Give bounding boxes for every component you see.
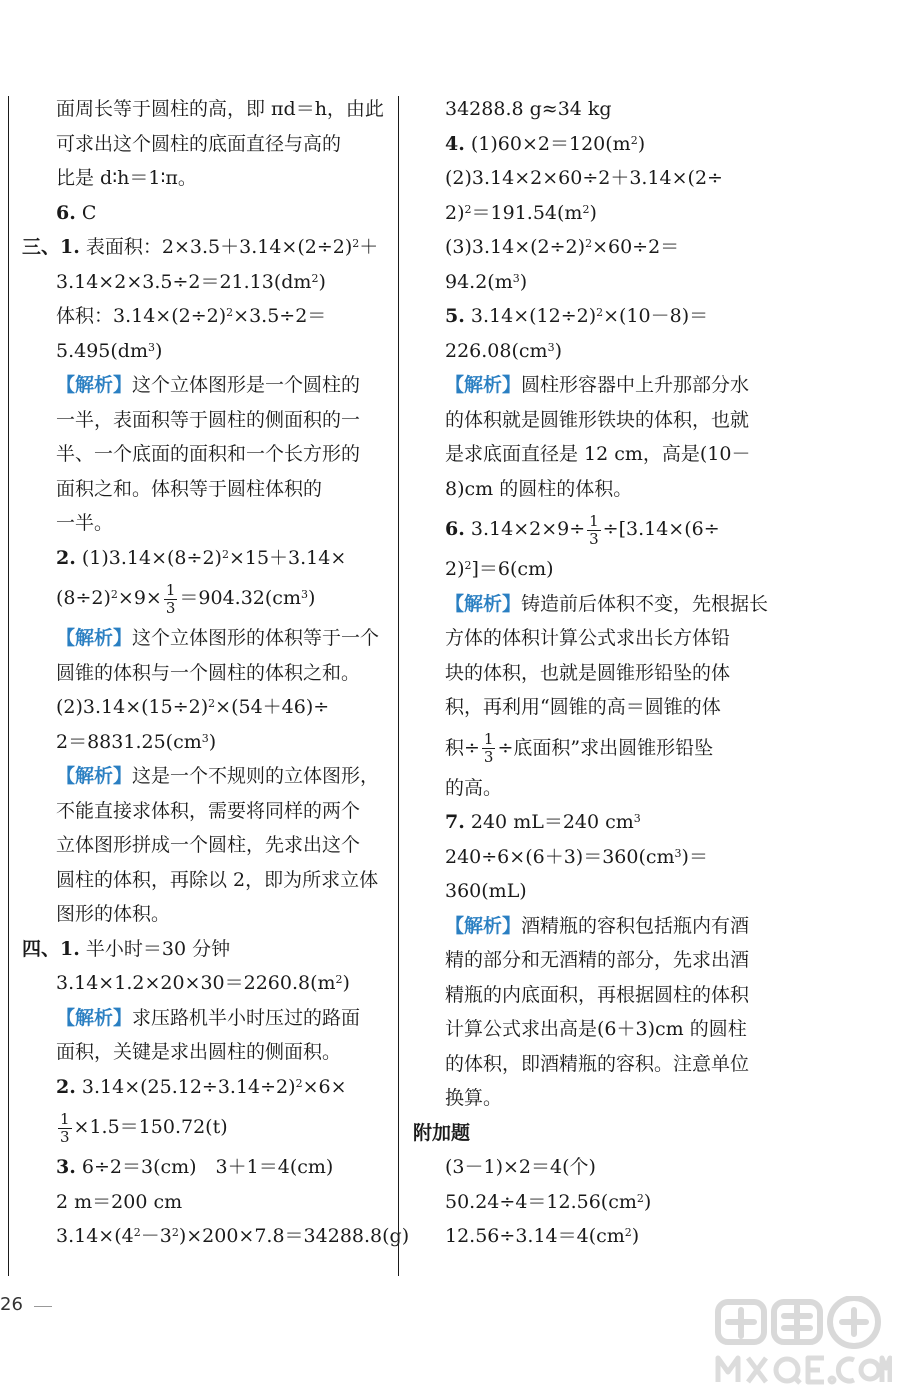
text-line: 一半。 [56,512,114,534]
text-line: 换算。 [445,1087,503,1109]
text-line: 圆锥的体积与一个圆柱的体积之和。 [56,661,361,684]
text-line: 计算公式求出高是(6＋3)cm 的圆柱 [445,1018,747,1040]
text-line: 34288.8 g≈34 kg [445,98,612,120]
answer-7: 7. 240 mL＝240 $cm^3$ [445,811,641,833]
answer-2: 2. $(1)3.14\times(8\div 2)^2\times 15+3.14\times$ [56,546,347,569]
fraction: $\frac{1}{3}$ [60,1109,70,1146]
text-line: $5.495(dm^3)$ [56,339,163,362]
right-column [405,92,800,1254]
left-margin-rule [8,96,9,1276]
section-3-answer-1: 三、1. 表面积：$2\times 3.5+3.14\times(2\div 2)^2+$ [22,236,379,258]
text-line: $240\div 6\times(6+3)=360(cm^3)=$ [445,845,708,868]
text-line: 半、一个底面的面积和一个长方形的 [56,443,361,465]
text-line: 的体积，即酒精瓶的容积。注意单位 [445,1052,750,1075]
text-line: 2)$^2$]＝6(cm) [445,558,554,580]
watermark-logo [712,1296,892,1390]
text-line: 积，再利用“圆锥的高＝圆锥的体 [445,696,721,718]
text-line: 体积：$3.14\times(2\div 2)^2\times 3.5\div 2=$ [56,305,327,327]
answer-2: 2. $3.14\times(25.12\div 3.14\div 2)^2\times 6\times$ [56,1075,347,1098]
text-line: 不能直接求体积，需要将同样的两个 [56,799,361,822]
left-column [12,92,410,1254]
analysis-tag: 【解析】 [56,627,133,649]
text-line: $2)^2=191.54(m^2)$ [445,201,597,224]
page-number-dash [34,1306,52,1307]
text-line: 360(mL) [445,880,527,902]
analysis-line: 【解析】圆柱形容器中上升那部分水 [445,374,750,396]
text-line: 2 m＝200 cm [56,1190,183,1213]
answer-6: 6. C [56,201,97,224]
text-line: $(2)3.14\times(15\div 2)^2\times(54+46)\div$ [56,696,330,718]
analysis-tag: 【解析】 [445,592,522,615]
bonus-heading: 附加题 [413,1121,471,1144]
analysis-tag: 【解析】 [56,765,133,787]
text-line: 立体图形拼成一个圆柱，先求出这个 [56,834,361,856]
fraction: $\frac{1}{3}$ [483,730,494,766]
analysis-line: 【解析】这是一个不规则的立体图形， [56,765,380,787]
text-line: 积÷ $\frac{1}{3}$ ÷底面积”求出圆锥形铅坠 [445,730,714,766]
answer-3: 3. 6÷2＝3(cm) 3＋1＝4(cm) [56,1156,334,1178]
analysis-tag: 【解析】 [445,374,522,396]
section-4-answer-1: 四、1. 半小时＝30 分钟 [22,937,231,960]
text-line: $(3)3.14\times(2\div 2)^2\times 60\div 2=$ [445,236,680,258]
fraction: $\frac{1}{3}$ [165,580,176,617]
analysis-line: 【解析】这个立体图形是一个圆柱的 [56,374,361,396]
text-line: $3.14\times 2\times 3.5\div 2=21.13(dm^2)$ [56,270,326,293]
text-line: $3.14\times(4^2-3^2)\times 200\times 7.8=34288.8(g)$ [56,1225,410,1247]
text-line: 精瓶的内底面积，再根据圆柱的体积 [445,983,750,1006]
analysis-line: 【解析】铸造前后体积不变，先根据长 [445,592,769,615]
text-line: 面积，关键是求出圆柱的侧面积。 [56,1041,342,1063]
text-line: 圆柱的体积，再除以 2，即为所求立体 [56,868,379,891]
text-line: 面周长等于圆柱的高，即 πd＝h，由此 [56,98,384,120]
text-line: $12.56\div 3.14=4(cm^2)$ [445,1225,640,1247]
page-number: 26 [0,1294,23,1315]
text-line: $(8\div 2)^2\times 9\times$ $\frac{1}{3}$ $=904.32(cm^3)$ [56,580,316,617]
text-line: $50.24\div 4=12.56(cm^2)$ [445,1190,652,1213]
answer-6: 6. 3.14×2×9÷ $\frac{1}{3}$ ÷[3.14×(6÷ [445,511,720,548]
answer-4: 4. $(1)60\times 2=120(m^2)$ [445,132,646,155]
text-line: 方体的体积计算公式求出长方体铅 [445,627,731,649]
text-line: 精的部分和无酒精的部分，先求出酒 [445,949,750,971]
text-line: 一半，表面积等于圆柱的侧面积的一 [56,408,361,431]
text-line: 的体积就是圆锥形铁块的体积，也就 [445,408,750,431]
text-line: 图形的体积。 [56,903,171,925]
text-line: 8)cm 的圆柱的体积。 [445,477,633,500]
fraction: $\frac{1}{3}$ [589,511,599,548]
analysis-tag: 【解析】 [445,914,522,937]
text-line: $\frac{1}{3}$ ×1.5＝150.72(t) [60,1109,228,1146]
analysis-line: 【解析】这个立体图形的体积等于一个 [56,627,380,649]
text-line: $226.08(cm^3)$ [445,339,562,362]
text-line: 块的体积，也就是圆锥形铅坠的体 [445,661,731,684]
analysis-tag: 【解析】 [56,374,133,396]
text-line: 是求底面直径是 12 cm，高是(10－ [445,443,751,465]
text-line: 的高。 [445,776,503,799]
text-line: $2=8831.25(cm^3)$ [56,730,217,753]
analysis-line: 【解析】求压路机半小时压过的路面 [56,1006,361,1029]
text-line: (2)3.14×2×60÷2＋3.14×(2÷ [445,167,723,189]
text-line: $94.2(m^3)$ [445,270,528,293]
text-line: $3.14\times 1.2\times 20\times 30=2260.8(m^2)$ [56,972,350,994]
text-line: 可求出这个圆柱的底面直径与高的 [56,132,342,155]
text-line: 比是 d∶h＝1∶π。 [56,167,197,189]
text-line: 面积之和。体积等于圆柱体积的 [56,477,323,500]
analysis-line: 【解析】酒精瓶的容积包括瓶内有酒 [445,914,750,937]
answer-5: 5. $3.14\times(12\div 2)^2\times(10-8)=$ [445,305,709,327]
text-line: (3－1)×2＝4(个) [445,1156,596,1178]
analysis-tag: 【解析】 [56,1006,133,1029]
